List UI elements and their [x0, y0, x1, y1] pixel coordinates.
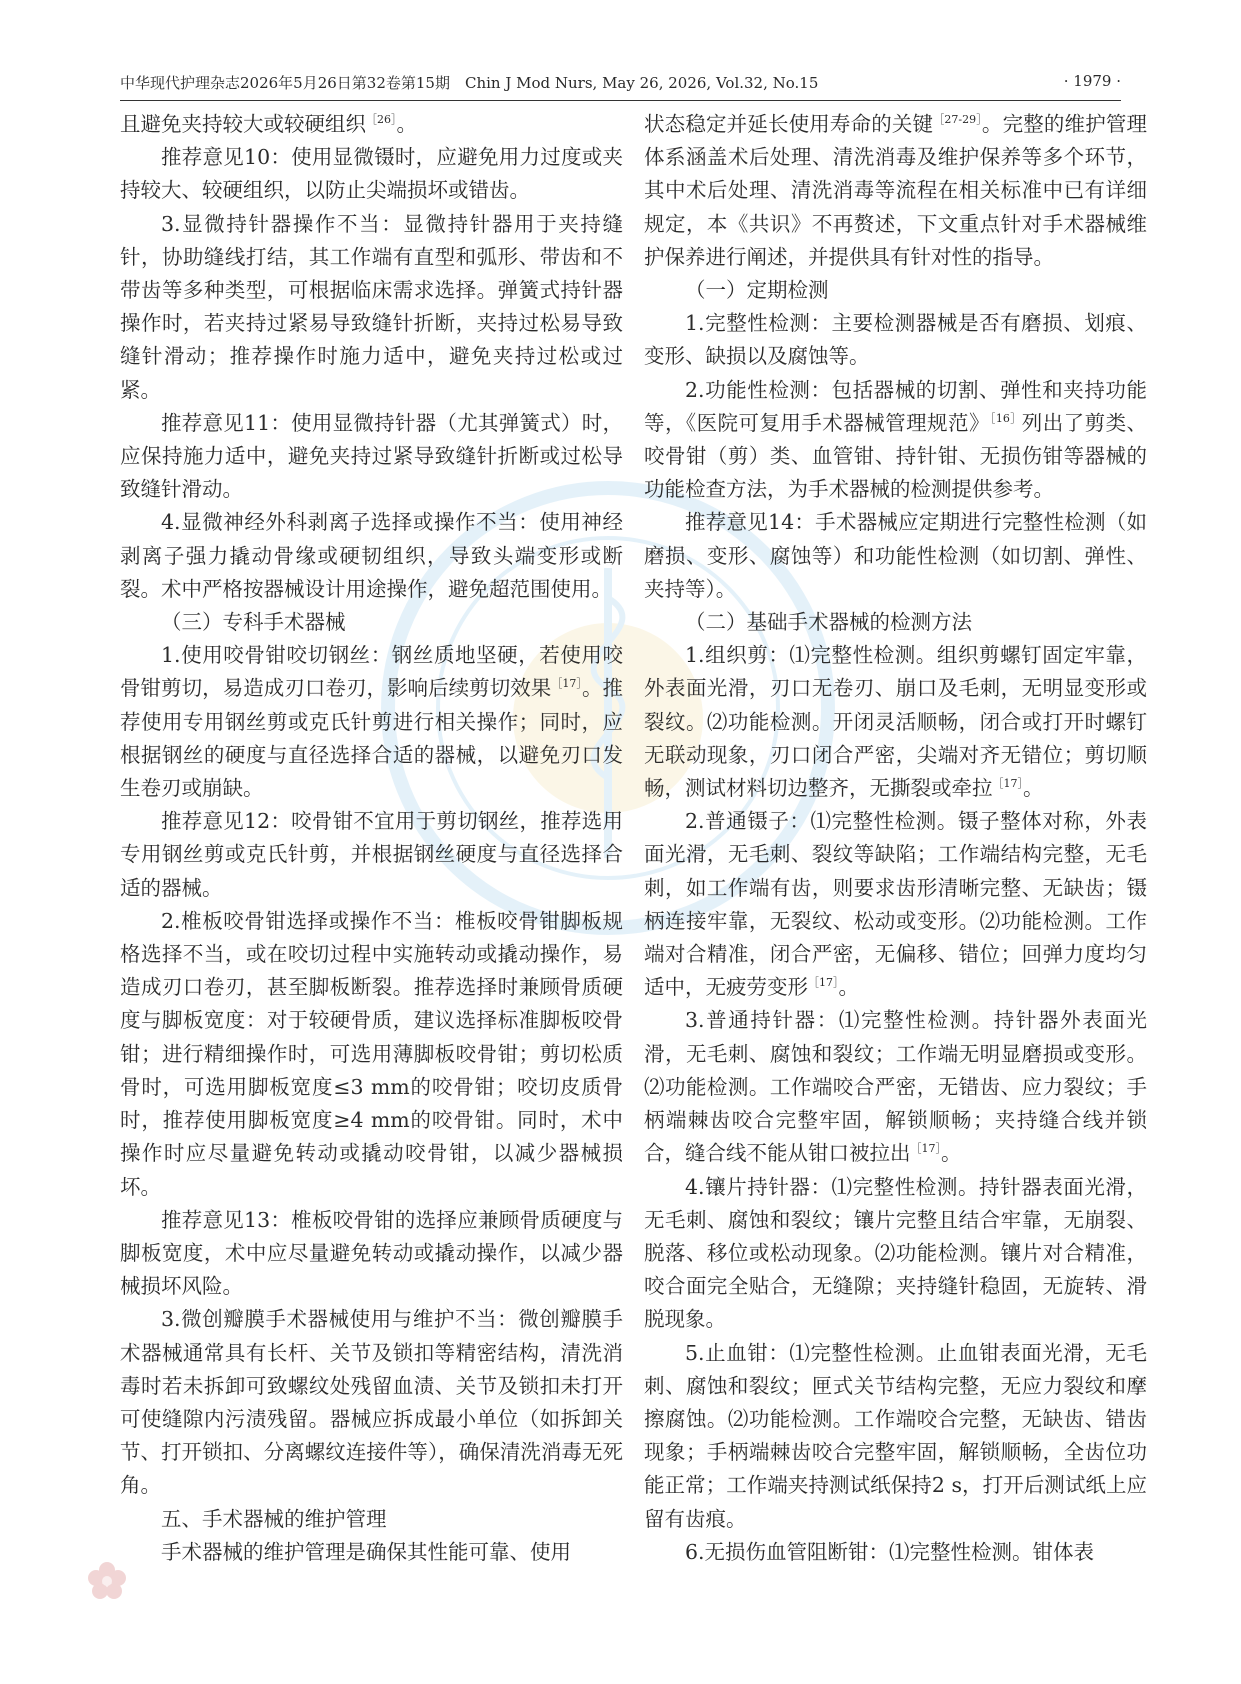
paragraph [644, 1171, 1147, 1337]
citation-ref: ［26］ [366, 112, 397, 126]
right-column [644, 108, 1147, 1569]
left-column [120, 108, 623, 1569]
paragraph-text: 3.微创瓣膜手术器械使用与维护不当：微创瓣膜手术器械通常具有长杆、关节及锁扣等精密结构，清洗消毒时若未拆卸可致螺纹处残留血渍、关节及锁扣未打开可使缝隙内污渍残留。器械应拆成最小单位（如拆卸关节、打开锁扣、分离螺纹连接件等），确保清洗消毒无死角。 [120, 1307, 623, 1498]
citation-ref: ［17］ [992, 776, 1023, 790]
section-heading [120, 606, 623, 639]
paragraph-text: 1.使用咬骨钳咬切钢丝：钢丝质地坚硬，若使用咬骨钳剪切，易造成刃口卷刃，影响后续剪切效果 [120, 643, 623, 701]
paragraph [120, 1536, 623, 1569]
paragraph-text: 2.椎板咬骨钳选择或操作不当：椎板咬骨钳脚板规格选择不当，或在咬切过程中实施转动或撬动操作，易造成刃口卷刃，甚至脚板断裂。推荐选择时兼顾骨质硬度与脚板宽度：对于较硬骨质，建议选择标准脚板咬骨钳；进行精细操作时，可选用薄脚板咬骨钳；剪切松质骨时，可选用脚板宽度≤3 mm的咬骨钳；咬切皮质骨时，推荐使用脚板宽度≥4 mm的咬骨钳。同时，术中操作时应尽量避免转动或撬动咬骨钳，以减少器械损坏。 [120, 908, 623, 1199]
paragraph [644, 1337, 1147, 1536]
paragraph-text-continued: 。 [396, 112, 417, 136]
paragraph-text: 3.显微持针器操作不当：显微持针器用于夹持缝针，协助缝线打结，其工作端有直型和弧形、带齿和不带齿等多种类型，可根据临床需求选择。弹簧式持针器操作时，若夹持过紧易导致缝针折断，夹持过松易导致缝针滑动；推荐操作时施力适中，避免夹持过松或过紧。 [120, 211, 623, 402]
paragraph [644, 1004, 1147, 1170]
citation-ref: ［17］ [910, 1142, 941, 1156]
paragraph-text: 推荐意见11：使用显微持针器（尤其弹簧式）时，应保持施力适中，避免夹持过紧导致缝针折断或过松导致缝针滑动。 [120, 410, 623, 502]
paragraph-text-continued: 。完整的维护管理体系涵盖术后处理、清洗消毒及维护保养等多个环节，其中术后处理、清洗消毒等流程在相关标准中已有详细规定，本《共识》不再赘述，下文重点针对手术器械维护保养进行阐述，并提供具有针对性的指导。 [644, 112, 1148, 269]
section-heading [120, 1503, 623, 1536]
citation-ref: ［17］ [551, 677, 582, 691]
section-heading [644, 606, 1147, 639]
paragraph-text: 2.普通镊子：⑴完整性检测。镊子整体对称，外表面光滑，无毛刺、裂纹等缺陷；工作端结构完整，无毛刺，如工作端有齿，则要求齿形清晰完整、无缺齿；镊柄连接牢靠，无裂纹、松动或变形。⑵功能检测。工作端对合精准，闭合严密，无偏移、错位；回弹力度均匀适中，无疲劳变形 [644, 809, 1147, 1000]
paragraph-text: 1.组织剪：⑴完整性检测。组织剪螺钉固定牢靠，外表面光滑，刃口无卷刃、崩口及毛刺，无明显变形或裂纹。⑵功能检测。开闭灵活顺畅，闭合或打开时螺钉无联动现象，刃口闭合严密，尖端对齐无错位；剪切顺畅，测试材料切边整齐，无撕裂或牵拉 [644, 643, 1147, 801]
paragraph-text: 推荐意见12：咬骨钳不宜用于剪切钢丝，推荐选用专用钢丝剪或克氏针剪，并根据钢丝硬度与直径选择合适的器械。 [120, 809, 623, 900]
paragraph [120, 208, 623, 407]
paragraph [644, 374, 1147, 507]
paragraph-text: 5.止血钳：⑴完整性检测。止血钳表面光滑，无毛刺、腐蚀和裂纹；匣式关节结构完整，无应力裂纹和摩擦腐蚀。⑵功能检测。工作端咬合完整，无缺齿、错齿现象；手柄端棘齿咬合完整牢固，解锁顺畅，全齿位功能正常；工作端夹持测试纸保持2 s，打开后测试纸上应留有齿痕。 [644, 1340, 1147, 1531]
section-heading [644, 274, 1147, 307]
paragraph-text: 且避免夹持较大或较硬组织 [120, 112, 366, 136]
paragraph-text-continued: 。 [1023, 776, 1044, 801]
paragraph-text: 1.完整性检测：主要检测器械是否有磨损、划痕、变形、缺损以及腐蚀等。 [644, 311, 1147, 369]
paragraph [120, 639, 623, 805]
paragraph [120, 1204, 623, 1304]
paragraph-text: 推荐意见13：椎板咬骨钳的选择应兼顾骨质硬度与脚板宽度，术中应尽量避免转动或撬动操作，以减少器械损坏风险。 [120, 1207, 623, 1299]
paragraph [120, 905, 623, 1204]
citation-ref: ［16］ [989, 411, 1022, 425]
paragraph [120, 805, 623, 905]
paragraph-text: 3.普通持针器：⑴完整性检测。持针器外表面光滑，无毛刺、腐蚀和裂纹；工作端无明显磨损或变形。⑵功能检测。工作端咬合严密，无错齿、应力裂纹；手柄端棘齿咬合完整牢固，解锁顺畅；夹持缝合线并锁合，缝合线不能从钳口被拉出 [644, 1008, 1147, 1166]
paragraph-text: （三）专科手术器械 [161, 610, 346, 635]
paragraph-text: 2.功能性检测：包括器械的切割、弹性和夹持功能等，《医院可复用手术器械管理规范》 [644, 377, 1147, 435]
paragraph [120, 108, 623, 141]
paragraph-text: 五、手术器械的维护管理 [161, 1506, 387, 1531]
paragraph-text: 推荐意见10：使用显微镊时，应避免用力过度或夹持较大、较硬组织，以防止尖端损坏或错齿。 [120, 145, 623, 203]
page-number: · 1979 · [1063, 72, 1121, 90]
paragraph [644, 639, 1147, 805]
paragraph [644, 506, 1147, 606]
paragraph-text-continued: 。 [838, 975, 859, 1000]
citation-ref: ［17］ [808, 976, 839, 990]
paragraph [644, 1536, 1147, 1569]
paragraph-text: 4.显微神经外科剥离子选择或操作不当：使用神经剥离子强力撬动骨缘或硬韧组织，导致头端变形或断裂。术中严格按器械设计用途操作，避免超范围使用。 [120, 510, 623, 601]
paragraph-text: 6.无损伤血管阻断钳：⑴完整性检测。钳体表 [685, 1539, 1095, 1564]
paragraph [644, 307, 1147, 373]
paragraph-text: 4.镶片持针器：⑴完整性检测。持针器表面光滑，无毛刺、腐蚀和裂纹；镶片完整且结合牢靠，无崩裂、脱落、移位或松动现象。⑵功能检测。镶片对合精准，咬合面完全贴合，无缝隙；夹持缝针稳固，无旋转、滑脱现象。 [644, 1174, 1147, 1332]
citation-ref: ［27-29］ [933, 112, 982, 126]
paragraph [120, 407, 623, 507]
paragraph [120, 1303, 623, 1502]
journal-citation: 中华现代护理杂志2026年5月26日第32卷第15期 Chin J Mod Nurs, May 26, 2026, Vol.32, No.15 [120, 74, 819, 92]
paragraph [120, 506, 623, 606]
paragraph-text: 手术器械的维护管理是确保其性能可靠、使用 [161, 1539, 571, 1564]
paragraph-text-continued: 。推荐使用专用钢丝剪或克氏针剪进行相关操作；同时，应根据钢丝的硬度与直径选择合适的器械，以避免刃口发生卷刃或崩缺。 [120, 676, 624, 801]
paragraph-text: 推荐意见14：手术器械应定期进行完整性检测（如磨损、变形、腐蚀等）和功能性检测（如切割、弹性、夹持等）。 [644, 510, 1147, 601]
paragraph-text: （一）定期检测 [685, 278, 829, 303]
running-header [120, 62, 1121, 101]
paragraph [644, 108, 1147, 274]
paragraph-text-continued: 。 [941, 1141, 962, 1166]
paragraph-text-continued: 列出了剪类、咬骨钳（剪）类、血管钳、持针钳、无损伤钳等器械的功能检查方法，为手术器械的检测提供参考。 [644, 410, 1148, 502]
paragraph-text: （二）基础手术器械的检测方法 [685, 610, 972, 635]
paragraph-text: 状态稳定并延长使用寿命的关键 [644, 112, 934, 136]
paragraph [644, 805, 1147, 1004]
paragraph [120, 141, 623, 207]
